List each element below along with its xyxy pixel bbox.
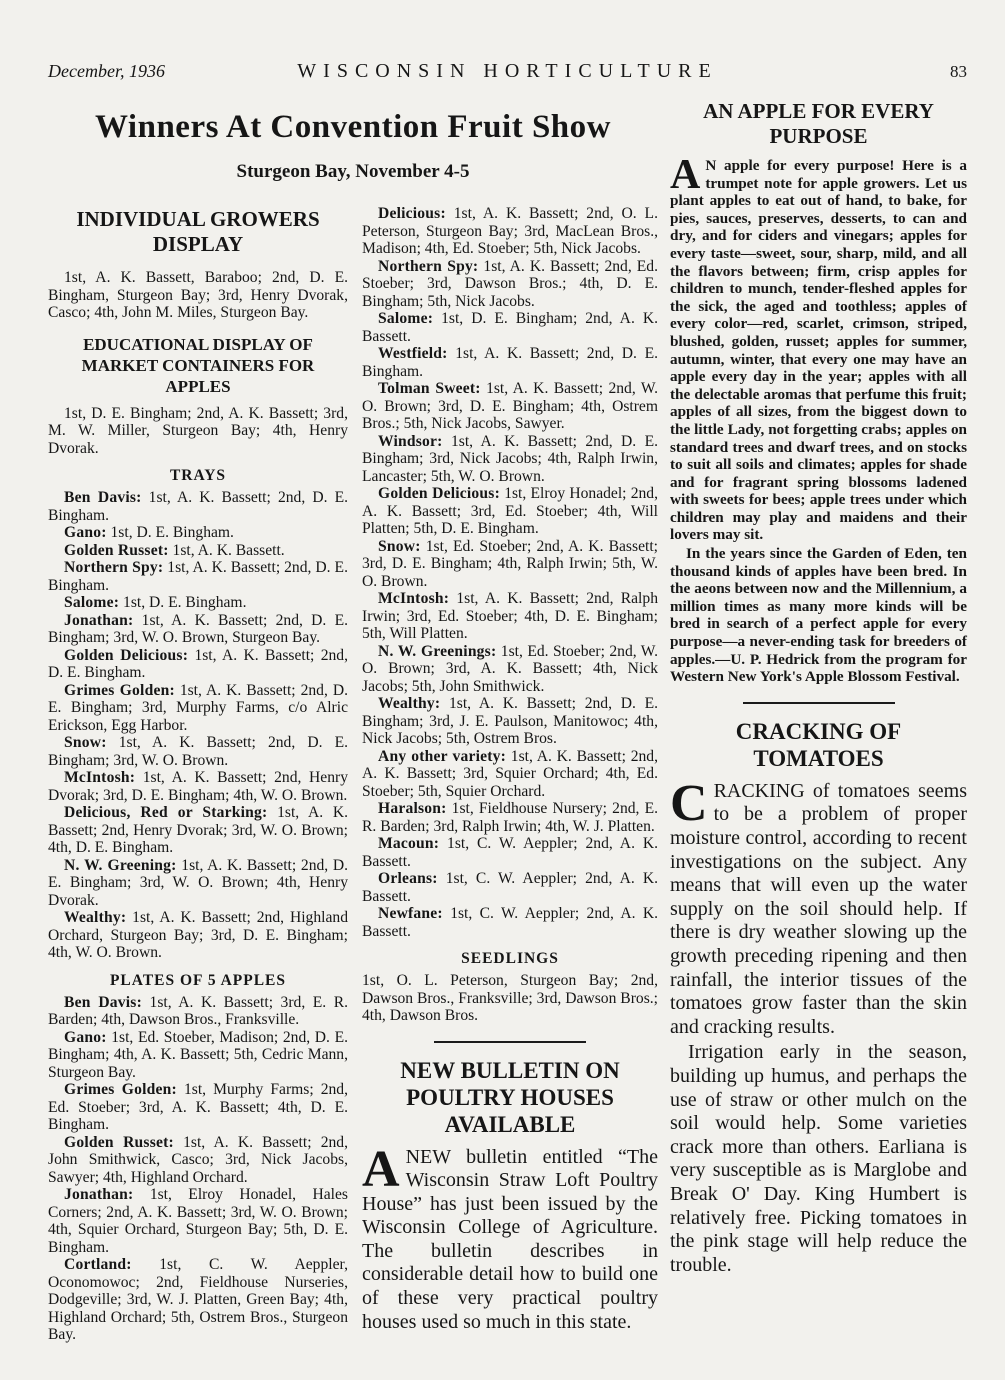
variety-entry	[48, 857, 348, 910]
variety-name: Northern Spy:	[64, 559, 164, 576]
variety-winners: 1st, A. K. Bassett; 2nd, Ralph Irwin; 3rd, Ed. Stoeber; 4th, D. E. Bingham; 5th, Will Platten.	[362, 590, 658, 642]
right-column	[670, 99, 967, 1344]
variety-name: Haralson:	[378, 800, 447, 817]
variety-winners: 1st, D. E. Bingham.	[110, 524, 234, 541]
tomato-article	[670, 718, 967, 1277]
variety-name: Northern Spy:	[378, 257, 479, 275]
variety-entry	[48, 559, 348, 594]
variety-name: Delicious, Red or Starking:	[64, 804, 268, 821]
seedlings-results: 1st, O. L. Peterson, Sturgeon Bay; 2nd, Dawson Bros., Franksville; 3rd, Dawson Bros.; 4th, Dawson Bros.	[362, 972, 658, 1024]
page-header	[48, 60, 967, 83]
variety-entry	[48, 542, 348, 560]
variety-entry	[362, 380, 658, 433]
variety-entry	[362, 538, 658, 591]
variety-winners: 1st, Ed. Stoeber; 2nd, W. O. Brown; 3rd, A. K. Bassett; 4th, Nick Jacobs; 5th, John Smithwick.	[362, 642, 658, 695]
variety-winners: 1st, C. W. Aeppler, Oconomowoc; 2nd, Fieldhouse Nurseries, Dodgeville; 3rd, W. J. Platten, Green Bay; 4th, Highland Orchard; 5th, Ostrem Bros., Sturgeon Bay.	[48, 1256, 348, 1343]
middle-column	[362, 205, 658, 1344]
variety-winners: 1st, A. K. Bassett; 2nd, D. E. Bingham.	[48, 559, 348, 594]
variety-name: Ben Davis:	[64, 993, 142, 1011]
section-heading-individual-growers: INDIVIDUAL GROWERS DISPLAY	[76, 207, 320, 256]
variety-entry	[48, 1081, 348, 1134]
trays-list	[48, 489, 348, 962]
variety-name: Wealthy:	[378, 695, 441, 712]
apple-article	[670, 99, 967, 686]
variety-winners: 1st, A. K. Bassett; 2nd, D. E. Bingham; 3rd, W. O. Brown, Sturgeon Bay.	[48, 611, 348, 646]
variety-name: Newfane:	[378, 905, 443, 922]
variety-name: Delicious:	[378, 205, 446, 222]
variety-winners: 1st, A. K. Bassett; 2nd, D. E. Bingham; 3rd, Murphy Farms, c/o Alric Erickson, Egg Harbor.	[48, 681, 348, 734]
variety-entry	[362, 905, 658, 940]
variety-entry	[362, 643, 658, 696]
variety-name: Golden Russet:	[64, 541, 169, 559]
tomato-article-heading: CRACKING OF TOMATOES	[735, 718, 902, 771]
variety-winners: 1st, A. K. Bassett; 2nd, D. E. Bingham; 3rd, Nick Jacobs; 4th, Ralph Irwin, Lancaster; 5th, W. O. Brown.	[362, 432, 658, 485]
variety-winners: 1st, Elroy Honadel, Hales Corners; 2nd, A. K. Bassett; 3rd, W. O. Brown; 4th, Squier Orchard, Sturgeon Bay; 5th, D. E. Bingham.	[48, 1186, 348, 1256]
journal-title: WISCONSIN HORTICULTURE	[297, 60, 718, 82]
variety-winners: 1st, A. K. Bassett; 2nd, W. O. Brown; 3rd, D. E. Bingham; 4th, Ostrem Bros.; 5th, Nick Jacobs, Sawyer.	[362, 380, 659, 432]
left-column	[48, 205, 348, 1344]
individual-growers-results: 1st, A. K. Bassett, Baraboo; 2nd, D. E. Bingham, Sturgeon Bay; 3rd, Henry Dvorak, Casco; 4th, John M. Miles, Sturgeon Bay.	[48, 269, 348, 321]
article-title: Winners At Convention Fruit Show	[95, 109, 611, 145]
variety-name: McIntosh:	[378, 590, 450, 607]
section-divider	[743, 702, 895, 704]
variety-name: Salome:	[64, 594, 120, 611]
variety-name: Golden Russet:	[64, 1133, 174, 1151]
variety-winners: 1st, A. K. Bassett; 2nd, Henry Dvorak; 3rd, D. E. Bingham; 4th, W. O. Brown.	[48, 769, 348, 804]
variety-name: Golden Delicious:	[378, 485, 500, 502]
variety-entry	[362, 748, 658, 801]
variety-entry	[48, 1186, 348, 1256]
variety-entry	[48, 734, 348, 769]
variety-name: Tolman Sweet:	[378, 380, 481, 397]
variety-name: McIntosh:	[64, 769, 136, 786]
variety-name: Westfield:	[378, 345, 448, 362]
apple-text-1: N apple for every purpose! Here is a trumpet note for apple growers. Let us plant apples to eat out of hand, to bake, for pies, sauces, preserves, desserts, to can and dry, and for ciders and vinegars; apples for every taste—sweet, sour, sharp, mild, and all the flavors between; firm, crisp apples for children to munch, tender-fleshed apples for the sick, the aged and toothless; apples of every color—red, scarlet, crimson, striped, blushed, golden, russet; apples for summer, autumn, winter, that every one may have an apple every day in the year; apples with all the delectable aromas that perfume this fruit; apples of all sizes, from the biggest down to the little Lady, not forgetting crabs; apples on standard trees and dwarf trees, and on stocks to suit all soils and climates; apples for shade and for fragrant spring blossoms ladened with sweets for bees; apple trees under which children may play and maidens and their lovers may sit.	[670, 157, 967, 544]
tomato-paragraph-2: Irrigation early in the season, building up humus, and perhaps the use of straw or other mulch on the soil would help. Some varieties crack more than others. Earliana is very susceptible as is Marglobe and Break O' Day. King Humbert is relatively free. Picking tomatoes in the pink stage will help reduce the trouble.	[670, 1041, 967, 1276]
variety-name: Ben Davis:	[64, 489, 142, 506]
variety-winners: 1st, A. K. Bassett; 2nd, D. E. Bingham; 3rd, W. O. Brown.	[48, 734, 348, 769]
section-heading-trays: TRAYS	[169, 467, 227, 484]
variety-name: Jonathan:	[64, 1186, 134, 1203]
variety-name: Golden Delicious:	[64, 646, 189, 664]
variety-winners: 1st, A. K. Bassett; 2nd, A. K. Bassett; 3rd, Squier Orchard; 4th, Ed. Stoeber; 5th, Squier Orchard.	[362, 747, 658, 800]
drop-cap: C	[670, 774, 708, 832]
variety-winners: 1st, A. K. Bassett.	[172, 541, 285, 559]
variety-winners: 1st, C. W. Aeppler; 2nd, A. K. Bassett.	[362, 905, 658, 940]
variety-entry	[48, 647, 348, 682]
variety-name: Salome:	[378, 310, 434, 327]
variety-entry	[48, 682, 348, 735]
variety-winners: 1st, Fieldhouse Nursery; 2nd, E. R. Barden; 3rd, Ralph Irwin; 4th, W. J. Platten.	[362, 800, 658, 835]
variety-entry	[48, 612, 348, 647]
variety-entry	[362, 590, 658, 643]
variety-winners: 1st, Ed. Stoeber, Madison; 2nd, D. E. Bingham; 4th, A. K. Bassett; 5th, Cedric Mann, Sturgeon Bay.	[48, 1028, 348, 1081]
variety-name: Jonathan:	[64, 611, 134, 629]
variety-entry	[48, 909, 348, 962]
variety-name: Snow:	[64, 734, 107, 751]
variety-entry	[362, 695, 658, 748]
bulletin-article	[362, 1057, 658, 1335]
variety-entry	[362, 870, 658, 905]
variety-winners: 1st, Murphy Farms; 2nd, Ed. Stoeber; 3rd, A. K. Bassett; 4th, D. E. Bingham.	[48, 1081, 348, 1133]
section-divider	[434, 1041, 586, 1043]
variety-name: Grimes Golden:	[64, 681, 175, 699]
variety-entry	[362, 485, 658, 538]
bulletin-paragraph	[362, 1140, 658, 1335]
variety-entry	[362, 800, 658, 835]
variety-entry	[362, 310, 658, 345]
variety-entry	[362, 433, 658, 486]
variety-name: Macoun:	[378, 835, 440, 852]
variety-entry	[48, 769, 348, 804]
tomato-text-1: RACKING of tomatoes seems to be a problem of proper moisture control, according to recent investigations on the subject. Any means that will even up the water supply on the soil should help. If there is dry weather slowing up the growth preceding ripening and then rainfall, the interior tissues of the tomatoes grow faster than the skin and cracking results.	[670, 779, 967, 1038]
variety-entry	[48, 594, 348, 612]
section-heading-plates: PLATES OF 5 APPLES	[109, 971, 287, 989]
variety-winners: 1st, A. K. Bassett; 2nd, D. E. Bingham; 3rd, J. E. Paulson, Manitowoc; 4th, Nick Jacobs; 5th, Ostrem Bros.	[362, 695, 658, 747]
drop-cap: A	[670, 152, 701, 198]
variety-entry	[48, 1029, 348, 1082]
issue-date: December, 1936	[48, 61, 165, 81]
variety-entry	[48, 524, 348, 542]
apple-article-heading: AN APPLE FOR EVERY PURPOSE	[703, 99, 934, 148]
section-heading-seedlings: SEEDLINGS	[461, 950, 559, 967]
variety-winners: 1st, A. K. Bassett; 2nd, D. E. Bingham.	[48, 646, 348, 681]
variety-winners: 1st, A. K. Bassett; 2nd, D. E. Bingham; 3rd, W. O. Brown; 4th, Henry Dvorak.	[48, 856, 349, 909]
variety-winners: 1st, D. E. Bingham; 2nd, A. K. Bassett.	[362, 310, 658, 345]
variety-entry	[362, 345, 658, 380]
variety-name: Wealthy:	[64, 909, 127, 926]
drop-cap: A	[362, 1140, 400, 1198]
variety-entry	[48, 804, 348, 857]
variety-entry	[362, 258, 658, 311]
variety-name: Gano:	[64, 524, 107, 541]
variety-winners: 1st, C. W. Aeppler; 2nd, A. K. Bassett.	[362, 870, 658, 905]
variety-winners: 1st, A. K. Bassett; 2nd, Henry Dvorak; 3rd, W. O. Brown; 4th, D. E. Bingham.	[48, 804, 348, 856]
variety-entry	[48, 489, 348, 524]
page-content	[48, 99, 967, 1344]
tomato-paragraph-1	[670, 774, 967, 1040]
bulletin-heading: NEW BULLETIN ON POULTRY HOUSES AVAILABLE	[400, 1057, 620, 1137]
article-subtitle: Sturgeon Bay, November 4-5	[236, 161, 470, 182]
variety-winners: 1st, Elroy Honadel; 2nd, A. K. Bassett; 3rd, Ed. Stoeber; 4th, Will Platten; 5th, D. E. Bingham.	[362, 485, 658, 537]
plates-list	[48, 994, 348, 1344]
variety-name: Snow:	[378, 537, 421, 555]
bulletin-text: NEW bulletin entitled “The Wisconsin Straw Loft Poultry House” has just been issued by the Wisconsin College of Agriculture. The bulletin describes in considerable detail how to build one of these very practical poultry houses used so much in this state.	[362, 1145, 658, 1333]
result-columns	[48, 205, 658, 1344]
apple-paragraph-1	[670, 152, 967, 544]
variety-name: Any other variety:	[378, 747, 507, 765]
variety-winners: 1st, C. W. Aeppler; 2nd, A. K. Bassett.	[362, 835, 658, 870]
variety-entry	[48, 1134, 348, 1187]
educational-display-results: 1st, D. E. Bingham; 2nd, A. K. Bassett; 3rd, M. W. Miller, Sturgeon Bay; 4th, Henry Dvorak.	[48, 404, 348, 457]
variety-winners: 1st, A. K. Bassett; 2nd, Ed. Stoeber; 3rd, Dawson Bros.; 4th, D. E. Bingham; 5th, Nick Jacobs.	[362, 257, 659, 310]
variety-winners: 1st, A. K. Bassett; 2nd, O. L. Peterson, Sturgeon Bay; 3rd, MacLean Bros., Madison; 4th, Ed. Stoeber; 5th, Nick Jacobs.	[362, 205, 658, 257]
variety-winners: 1st, A. K. Bassett; 2nd, D. E. Bingham.	[362, 345, 658, 380]
variety-name: Windsor:	[378, 432, 443, 450]
variety-name: Grimes Golden:	[64, 1081, 177, 1098]
variety-name: Orleans:	[378, 870, 438, 887]
plates-list-continued	[362, 205, 658, 940]
section-heading-educational-display: EDUCATIONAL DISPLAY OF MARKET CONTAINERS FOR APPLES	[81, 334, 315, 396]
variety-name: N. W. Greening:	[64, 856, 177, 874]
variety-name: Cortland:	[64, 1256, 132, 1273]
variety-winners: 1st, A. K. Bassett; 2nd, John Smithwick, Casco; 3rd, Nick Jacobs, Sawyer; 4th, Highland Orchard.	[48, 1133, 348, 1186]
variety-winners: 1st, A. K. Bassett; 2nd, D. E. Bingham.	[48, 489, 348, 524]
variety-name: N. W. Greenings:	[378, 642, 497, 660]
variety-entry	[48, 994, 348, 1029]
variety-winners: 1st, A. K. Bassett; 3rd, E. R. Barden; 4th, Dawson Bros., Franksville.	[48, 993, 349, 1028]
variety-winners: 1st, Ed. Stoeber; 2nd, A. K. Bassett; 3rd, D. E. Bingham; 4th, Ralph Irwin; 5th, W. O. Brown.	[362, 537, 658, 590]
fruit-show-article	[48, 99, 658, 1344]
apple-paragraph-2: In the years since the Garden of Eden, ten thousand kinds of apples have been bred. In the aeons between now and the Millennium, a million times as many more kinds will be bred in search of a perfect apple for every purpose—a never-ending task for breeders of apples.—U. P. Hedrick from the program for Western New York's Apple Blossom Festival.	[670, 545, 967, 686]
page-number: 83	[950, 62, 967, 81]
variety-entry	[48, 1256, 348, 1344]
variety-entry	[362, 835, 658, 870]
variety-winners: 1st, A. K. Bassett; 2nd, Highland Orchard, Sturgeon Bay; 3rd, D. E. Bingham; 4th, W. O. Brown.	[48, 909, 348, 961]
variety-winners: 1st, D. E. Bingham.	[123, 594, 247, 611]
variety-name: Gano:	[64, 1028, 107, 1046]
variety-entry	[362, 205, 658, 258]
